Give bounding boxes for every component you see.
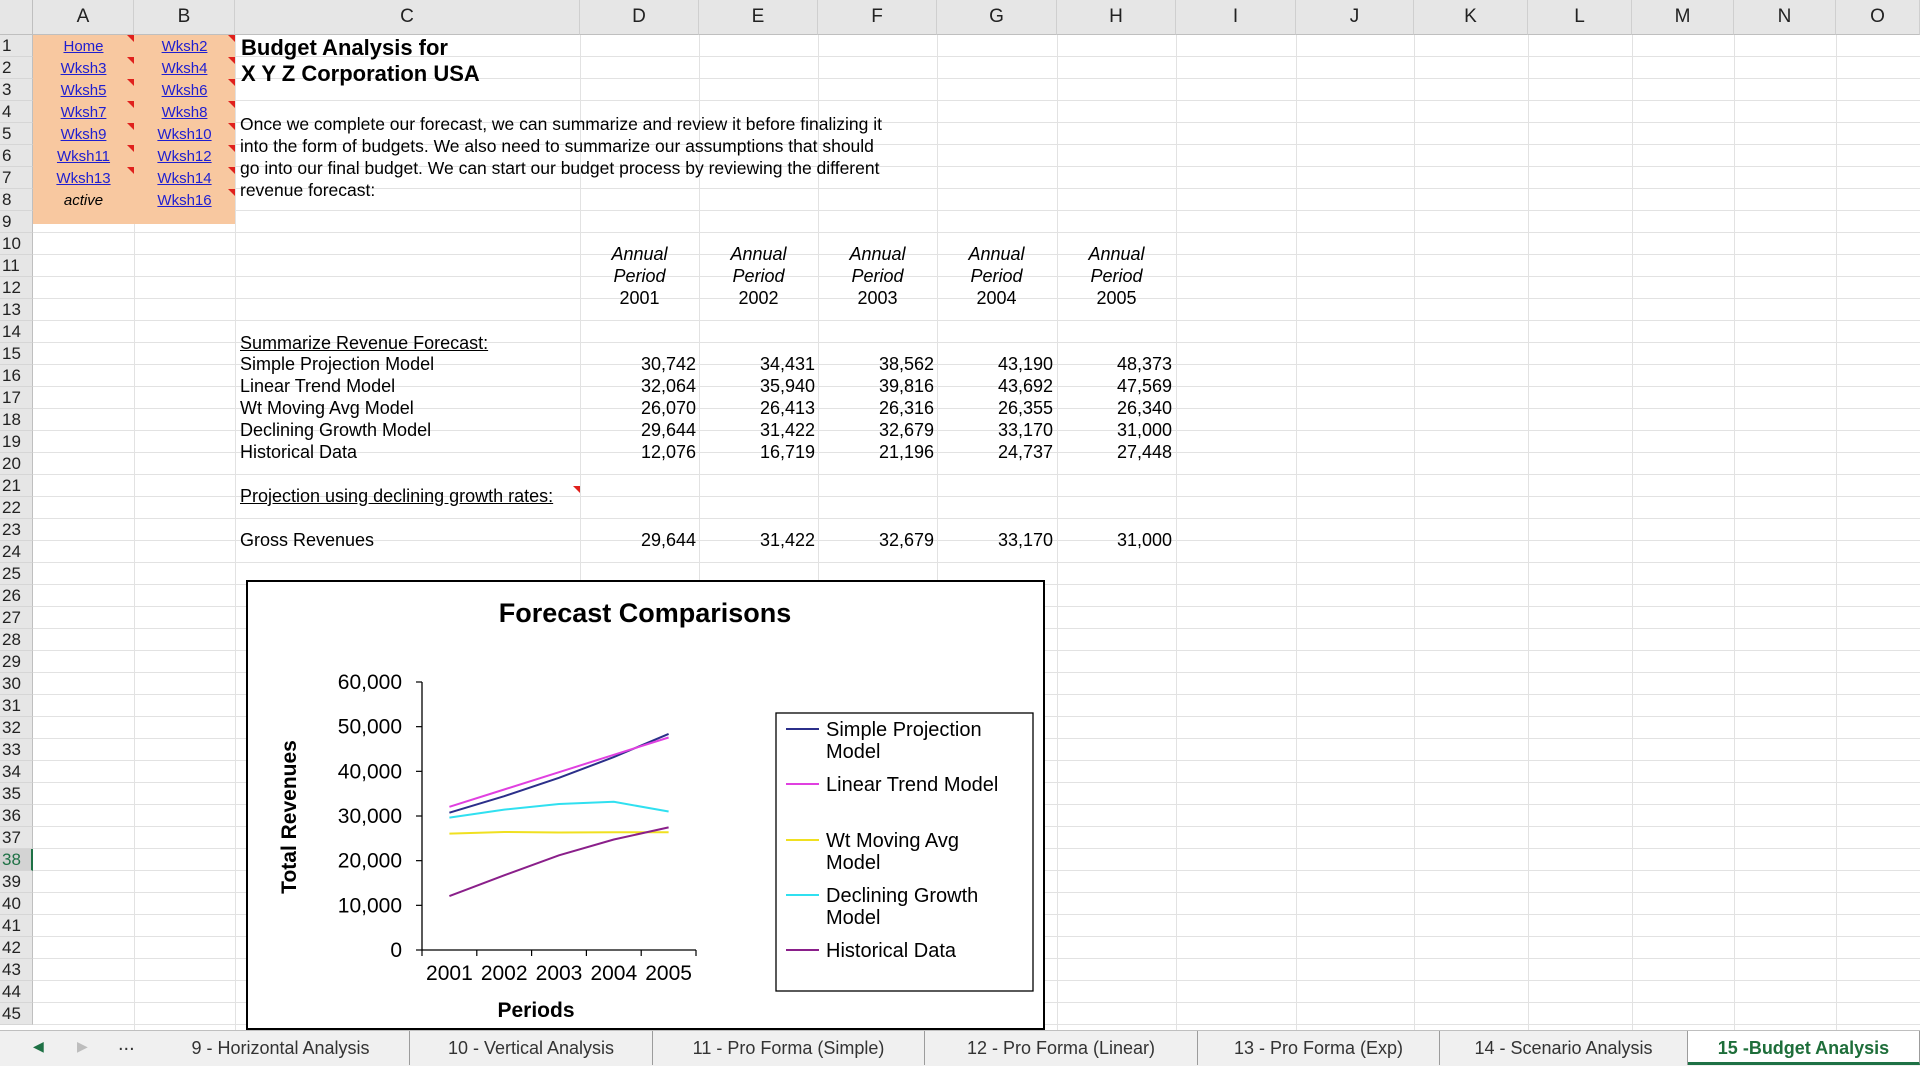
row-header-26[interactable]: 26 — [0, 585, 33, 607]
column-header-j[interactable]: J — [1296, 0, 1414, 35]
row-header-22[interactable]: 22 — [0, 497, 33, 519]
legend-label: Wt Moving Avg — [826, 830, 960, 852]
legend-label: Linear Trend Model — [826, 774, 999, 796]
legend-label: Historical Data — [826, 940, 957, 962]
tab-overflow-button[interactable]: ... — [118, 1033, 135, 1055]
nav-link-a6[interactable]: Wksh11 — [56, 148, 111, 165]
period-header-period: Period — [851, 266, 904, 286]
gross-revenue-value: 31,000 — [1116, 530, 1172, 550]
row-header-29[interactable]: 29 — [0, 651, 33, 673]
y-tick-label: 20,000 — [337, 849, 402, 873]
nav-link-b1[interactable]: Wksh2 — [161, 38, 208, 55]
model-value: 26,413 — [759, 398, 815, 418]
sheet-tab[interactable]: 11 - Pro Forma (Simple) — [653, 1031, 925, 1065]
chart-object[interactable] — [246, 580, 1045, 1030]
series-line-4 — [449, 827, 668, 896]
model-value: 12,076 — [640, 442, 696, 462]
y-tick-label: 60,000 — [337, 671, 402, 694]
model-value: 31,000 — [1116, 420, 1172, 440]
x-tick-label: 2004 — [590, 962, 638, 985]
column-header-g[interactable]: G — [937, 0, 1057, 35]
row-header-23[interactable]: 23 — [0, 519, 33, 541]
row-header-4[interactable]: 4 — [0, 101, 33, 123]
legend-label: Model — [826, 852, 881, 874]
row-header-33[interactable]: 33 — [0, 739, 33, 761]
gross-revenues-label: Gross Revenues — [240, 530, 375, 550]
row-header-42[interactable]: 42 — [0, 937, 33, 959]
model-value: 35,940 — [759, 376, 815, 396]
column-header-c[interactable]: C — [235, 0, 580, 35]
legend-label: Model — [826, 741, 881, 763]
legend-label: Declining Growth — [826, 885, 979, 907]
series-line-0 — [449, 734, 668, 813]
x-tick-label: 2003 — [535, 962, 583, 985]
gross-revenue-value: 32,679 — [878, 530, 934, 550]
projection-heading: Projection using declining growth rates: — [240, 486, 554, 506]
model-value: 27,448 — [1116, 442, 1172, 462]
sheet-tab[interactable]: 13 - Pro Forma (Exp) — [1198, 1031, 1440, 1065]
y-tick-label: 50,000 — [337, 715, 402, 739]
row-header-36[interactable]: 36 — [0, 805, 33, 827]
summary-heading: Summarize Revenue Forecast: — [240, 333, 489, 353]
period-header-year: 2003 — [857, 288, 898, 308]
period-header-annual: Annual — [849, 244, 906, 264]
model-name: Linear Trend Model — [240, 376, 396, 396]
row-header-9[interactable]: 9 — [0, 211, 33, 233]
model-name: Simple Projection Model — [240, 354, 435, 374]
row-header-30[interactable]: 30 — [0, 673, 33, 695]
model-value: 38,562 — [878, 354, 934, 374]
x-tick-label: 2002 — [480, 962, 528, 985]
page-title: Budget Analysis for — [241, 35, 448, 60]
model-value: 16,719 — [759, 442, 815, 462]
series-line-2 — [449, 832, 668, 834]
company-title: X Y Z Corporation USA — [241, 61, 480, 86]
row-header-32[interactable]: 32 — [0, 717, 33, 739]
series-line-1 — [449, 738, 668, 807]
model-value: 26,355 — [997, 398, 1053, 418]
y-axis-label: Total Revenues — [278, 740, 301, 894]
sheet-tab[interactable]: 10 - Vertical Analysis — [410, 1031, 653, 1065]
nav-link-b8[interactable]: Wksh16 — [157, 192, 212, 209]
gross-revenue-value: 29,644 — [640, 530, 696, 550]
intro-line-2: into the form of budgets. We also need to summarize our assumptions that should — [240, 136, 874, 156]
period-header-period: Period — [970, 266, 1023, 286]
period-header-year: 2001 — [619, 288, 660, 308]
model-value: 39,816 — [878, 376, 934, 396]
nav-link-a4[interactable]: Wksh7 — [60, 104, 107, 121]
period-header-period: Period — [1090, 266, 1143, 286]
nav-link-b6[interactable]: Wksh12 — [157, 148, 212, 165]
nav-link-b3[interactable]: Wksh6 — [161, 82, 208, 99]
x-tick-label: 2005 — [645, 962, 692, 985]
row-header-25[interactable]: 25 — [0, 563, 33, 585]
nav-link-a1[interactable]: Home — [63, 38, 104, 55]
chart-title: Forecast Comparisons — [498, 598, 792, 628]
nav-link-a2[interactable]: Wksh3 — [60, 60, 107, 77]
row-header-35[interactable]: 35 — [0, 783, 33, 805]
row-header-43[interactable]: 43 — [0, 959, 33, 981]
row-header-19[interactable]: 19 — [0, 431, 33, 453]
period-header-annual: Annual — [1088, 244, 1145, 264]
period-header-annual: Annual — [968, 244, 1025, 264]
nav-link-b5[interactable]: Wksh10 — [157, 126, 212, 143]
x-axis-label: Periods — [497, 999, 575, 1022]
period-header-period: Period — [613, 266, 666, 286]
nav-link-b4[interactable]: Wksh8 — [161, 104, 208, 121]
row-header-6[interactable]: 6 — [0, 145, 33, 167]
period-header-year: 2002 — [738, 288, 779, 308]
row-header-17[interactable]: 17 — [0, 387, 33, 409]
gross-revenue-value: 33,170 — [997, 530, 1053, 550]
model-value: 48,373 — [1116, 354, 1172, 374]
model-value: 34,431 — [759, 354, 815, 374]
row-header-16[interactable]: 16 — [0, 365, 33, 387]
row-header-8[interactable]: 8 — [0, 189, 33, 211]
model-value: 32,064 — [640, 376, 696, 396]
corner-cell[interactable] — [0, 0, 33, 35]
row-header-34[interactable]: 34 — [0, 761, 33, 783]
row-header-15[interactable]: 15 — [0, 343, 33, 365]
model-value: 24,737 — [997, 442, 1053, 462]
model-value: 21,196 — [878, 442, 934, 462]
row-header-12[interactable]: 12 — [0, 277, 33, 299]
model-name: Declining Growth Model — [240, 420, 432, 440]
column-header-k[interactable]: K — [1414, 0, 1528, 35]
row-header-27[interactable]: 27 — [0, 607, 33, 629]
row-header-24[interactable]: 24 — [0, 541, 33, 563]
sheet-tab-bar — [0, 1030, 1920, 1066]
column-header-a[interactable]: A — [33, 0, 134, 35]
legend-label: Model — [826, 907, 881, 929]
row-header-2[interactable]: 2 — [0, 57, 33, 79]
column-header-f[interactable]: F — [818, 0, 937, 35]
column-header-d[interactable]: D — [580, 0, 699, 35]
period-header-period: Period — [732, 266, 785, 286]
row-header-44[interactable]: 44 — [0, 981, 33, 1003]
row-header-40[interactable]: 40 — [0, 893, 33, 915]
sheet-tab[interactable]: 15 -Budget Analysis — [1688, 1031, 1920, 1065]
column-header-i[interactable]: I — [1176, 0, 1296, 35]
row-header-14[interactable]: 14 — [0, 321, 33, 343]
row-header-31[interactable]: 31 — [0, 695, 33, 717]
period-header-annual: Annual — [730, 244, 787, 264]
model-name: Wt Moving Avg Model — [240, 398, 414, 418]
row-header-20[interactable]: 20 — [0, 453, 33, 475]
model-name: Historical Data — [240, 442, 358, 462]
row-header-7[interactable]: 7 — [0, 167, 33, 189]
intro-line-4: revenue forecast: — [240, 180, 376, 200]
series-line-3 — [449, 802, 668, 818]
forecast-chart — [248, 582, 1043, 1028]
row-header-11[interactable]: 11 — [0, 255, 33, 277]
column-header-h[interactable]: H — [1057, 0, 1176, 35]
model-value: 26,316 — [878, 398, 934, 418]
model-value: 30,742 — [640, 354, 696, 374]
column-header-m[interactable]: M — [1632, 0, 1734, 35]
y-tick-label: 30,000 — [337, 805, 402, 828]
nav-link-b7[interactable]: Wksh14 — [157, 170, 212, 187]
y-tick-label: 40,000 — [337, 760, 402, 784]
row-header-13[interactable]: 13 — [0, 299, 33, 321]
active-sheet-label: active — [63, 192, 104, 209]
model-value: 43,190 — [997, 354, 1053, 374]
model-value: 29,644 — [640, 420, 696, 440]
scroll-left-icon[interactable]: ◀ — [33, 1038, 44, 1054]
y-tick-label: 10,000 — [337, 894, 402, 918]
comment-indicator[interactable] — [573, 486, 580, 493]
model-value: 33,170 — [997, 420, 1053, 440]
model-value: 26,340 — [1116, 398, 1172, 418]
row-header-45[interactable]: 45 — [0, 1003, 33, 1025]
model-value: 32,679 — [878, 420, 934, 440]
column-header-n[interactable]: N — [1734, 0, 1836, 35]
model-value: 43,692 — [997, 376, 1053, 396]
row-header-1[interactable]: 1 — [0, 35, 33, 57]
row-header-3[interactable]: 3 — [0, 79, 33, 101]
sheet-tab[interactable]: 9 - Horizontal Analysis — [152, 1031, 410, 1065]
gross-revenue-value: 31,422 — [759, 530, 815, 550]
scroll-right-icon[interactable]: ▶ — [77, 1038, 88, 1054]
column-header-b[interactable]: B — [134, 0, 235, 35]
y-tick-label: 0 — [390, 939, 402, 962]
x-tick-label: 2001 — [426, 962, 473, 985]
model-value: 26,070 — [640, 398, 696, 418]
intro-line-1: Once we complete our forecast, we can summarize and review it before finalizing it — [240, 114, 882, 134]
column-header-l[interactable]: L — [1528, 0, 1632, 35]
model-value: 31,422 — [759, 420, 815, 440]
row-header-41[interactable]: 41 — [0, 915, 33, 937]
model-value: 47,569 — [1116, 376, 1172, 396]
period-header-year: 2005 — [1096, 288, 1137, 308]
row-header-39[interactable]: 39 — [0, 871, 33, 893]
period-header-year: 2004 — [976, 288, 1017, 308]
nav-link-a5[interactable]: Wksh9 — [60, 126, 107, 143]
row-header-37[interactable]: 37 — [0, 827, 33, 849]
column-header-e[interactable]: E — [699, 0, 818, 35]
sheet-tab[interactable]: 12 - Pro Forma (Linear) — [925, 1031, 1198, 1065]
intro-line-3: go into our final budget. We can start our budget process by reviewing the different — [240, 158, 880, 178]
row-header-18[interactable]: 18 — [0, 409, 33, 431]
nav-link-a3[interactable]: Wksh5 — [60, 82, 107, 99]
period-header-annual: Annual — [611, 244, 668, 264]
column-header-o[interactable]: O — [1836, 0, 1920, 35]
row-header-5[interactable]: 5 — [0, 123, 33, 145]
row-header-38[interactable]: 38 — [0, 849, 33, 871]
row-header-21[interactable]: 21 — [0, 475, 33, 497]
nav-link-b2[interactable]: Wksh4 — [161, 60, 208, 77]
row-header-28[interactable]: 28 — [0, 629, 33, 651]
row-header-10[interactable]: 10 — [0, 233, 33, 255]
nav-link-a7[interactable]: Wksh13 — [56, 170, 111, 187]
legend-label: Simple Projection — [826, 719, 982, 741]
sheet-tab[interactable]: 14 - Scenario Analysis — [1440, 1031, 1688, 1065]
